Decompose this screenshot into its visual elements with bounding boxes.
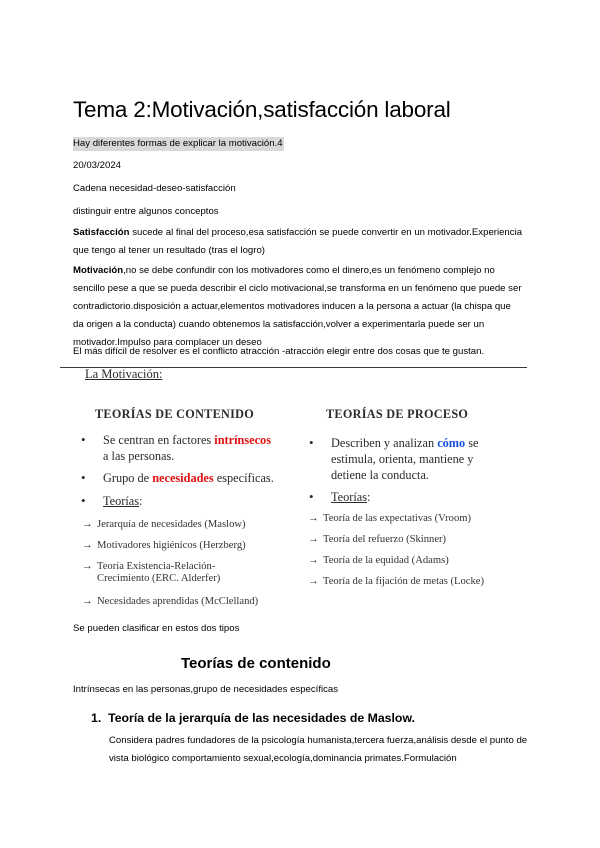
- maslow-subheading: [91, 711, 415, 725]
- process-teorias-label: Teorías: [331, 490, 368, 504]
- figure-heading: La Motivación:: [85, 367, 163, 381]
- bullet-icon: •: [309, 435, 314, 450]
- content-teorias-label: Teorías: [103, 494, 140, 508]
- motivacion-text: ,no se debe confundir con los motivadores como el dinero,es un fenómeno complejo no sencillo pese a que se pueda describir el ciclo motivacional,se transforma en un fenómeno que puede ser contradictorio.disposición a actuar,elementos motivadores inducen a la persona a actuar (la chispa que da origen a la conducta) cuando obtenemos la satisfacción,volver a experimentarla puede ser un motivador.Impulso para complacer un deseo: [73, 265, 522, 348]
- content-b1-line2: a las personas.: [103, 449, 175, 463]
- section-heading: Teorías de contenido: [181, 655, 331, 672]
- process-theories-title: TEORÍAS DE PROCESO: [326, 407, 469, 421]
- motivacion-term: Motivación: [73, 265, 124, 276]
- document-title: Tema 2:Motivación,satisfacción laboral: [73, 97, 451, 122]
- satisfaccion-term: Satisfacción: [73, 227, 130, 238]
- arrow-icon: →: [308, 534, 319, 545]
- process-teorias-colon: :: [367, 490, 371, 504]
- necesidades-highlight: necesidades: [152, 471, 214, 485]
- bullet-icon: •: [81, 470, 86, 485]
- arrow-icon: →: [82, 519, 93, 530]
- arrow-icon: →: [82, 596, 93, 607]
- distinguish-line: distinguir entre algunos conceptos: [73, 206, 219, 217]
- content-b2-text: Grupo de: [103, 471, 153, 485]
- satisfaccion-text: sucede al final del proceso,esa satisfacción se puede convertir en un motivador.Experiencia que tengo al tener un resultado (tras el logro): [73, 227, 523, 256]
- process-b1-line2: estimula, orienta, mantiene y: [331, 452, 474, 466]
- classify-line: Se pueden clasificar en estos dos tipos: [73, 623, 240, 634]
- satisfaccion-paragraph: [73, 224, 523, 260]
- date: 20/03/2024: [73, 160, 122, 171]
- arrow-icon: →: [308, 576, 319, 587]
- motivation-figure: [60, 366, 530, 616]
- section-intro: Intrínsecas en las personas,grupo de necesidades específicas: [73, 684, 339, 695]
- content-theories-title: TEORÍAS DE CONTENIDO: [95, 407, 255, 421]
- content-teorias-colon: :: [139, 494, 143, 508]
- motivacion-paragraph: [73, 262, 523, 352]
- intro-line: [73, 137, 284, 151]
- arrow-icon: →: [308, 555, 319, 566]
- maslow-title: Teoría de la jerarquía de las necesidades de Maslow.: [108, 711, 415, 725]
- process-b1-post: se: [465, 436, 479, 450]
- conflict-line: El más difícil de resolver es el conflicto atracción -atracción elegir entre dos cosas que te gustan.: [73, 346, 485, 357]
- bullet-icon: •: [81, 493, 86, 508]
- list-number: 1.: [91, 711, 102, 725]
- process-b1-line3: detiene la conducta.: [331, 468, 429, 482]
- arrow-icon: →: [82, 540, 93, 551]
- process-b1-text: Describen y analizan: [331, 436, 438, 450]
- bullet-icon: •: [309, 489, 314, 504]
- maslow-paragraph: Considera padres fundadores de la psicología humanista,tercera fuerza,análisis desde el punto de vista biológico comportamiento sexual,ecología,dominancia primates.Formulación: [109, 735, 528, 764]
- content-b2-post: específicas.: [213, 471, 274, 485]
- como-highlight: cómo: [437, 436, 466, 450]
- highlighted-intro: Hay diferentes formas de explicar la motivación.4: [73, 138, 283, 149]
- content-theories-column: TEORÍAS DE CONTENIDO • Se centran en factores intrínsecos a las personas. • Grupo de necesidades específicas. • Teorías: → Jerarquía de necesidades (Maslow) → Motivadores higiénicos (Herzberg) → Teoría Existencia-Relación- Crecimiento (ERC. Alderfer) → Necesidades aprendidas (McClelland): [81, 407, 274, 607]
- arrow-icon: →: [308, 513, 319, 524]
- chain-line: Cadena necesidad-deseo-satisfacción: [73, 183, 236, 194]
- content-b1-text: Se centran en factores: [103, 433, 215, 447]
- bullet-icon: •: [81, 432, 86, 447]
- arrow-icon: →: [82, 561, 93, 572]
- intrinsecos-highlight: intrínsecos: [214, 433, 271, 447]
- process-theories-column: TEORÍAS DE PROCESO • Describen y analizan cómo se estimula, orienta, mantiene y detiene la conducta. • Teorías: → Teoría de las expectativas (Vroom) → Teoría del refuerzo (Skinner) → Teoría de la equidad (Adams) → Teoría de la fijación de metas (Locke): [308, 407, 485, 587]
